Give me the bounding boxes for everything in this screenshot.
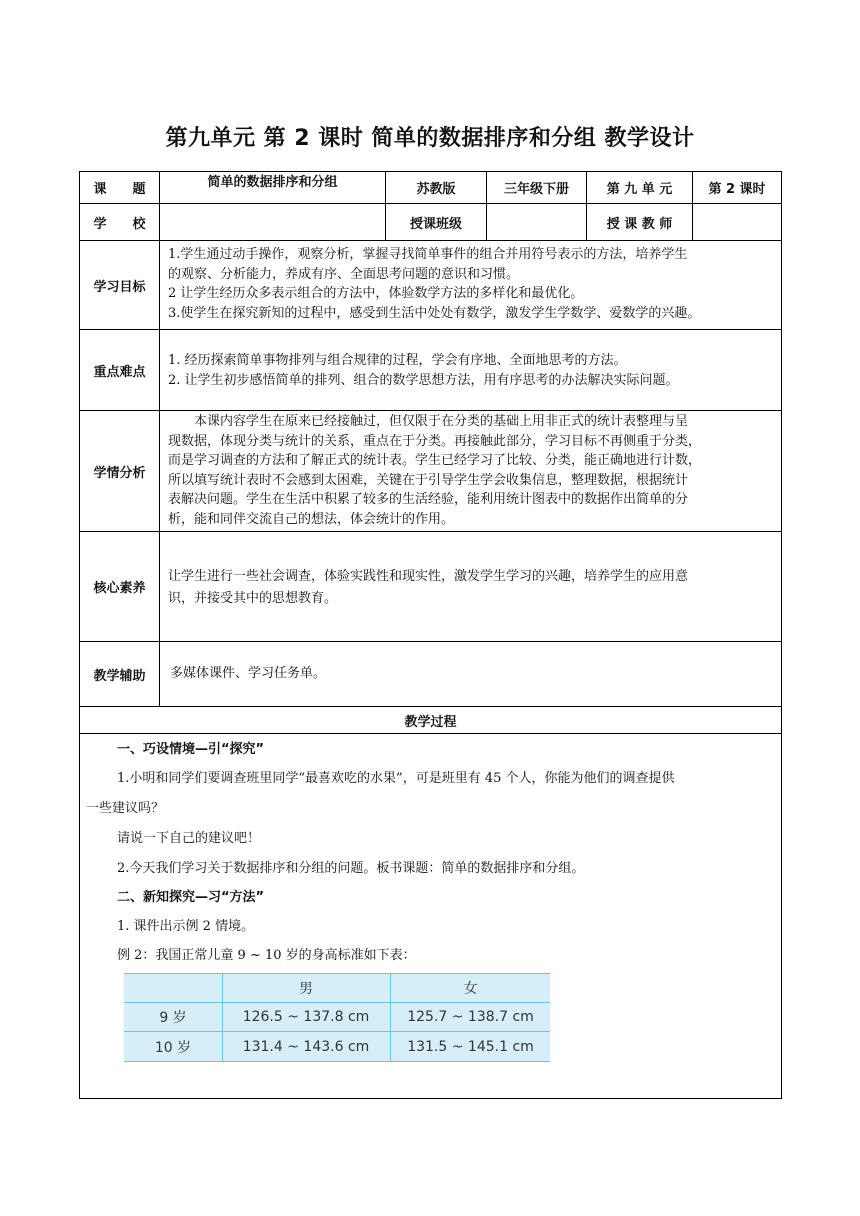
paragraph: 1. 课件出示例 2 情境。 [117, 919, 255, 934]
label-keypoints: 重点难点 [93, 364, 146, 380]
label-class: 授课班级 [409, 216, 462, 232]
paragraph: 请说一下自己的建议吧！ [117, 831, 261, 846]
keypoints-text [168, 351, 780, 391]
literacy-line: 让学生进行一些社会调查，体验实践性和现实性，激发学生学习的兴趣，培养学生的应用意 [168, 569, 689, 584]
process-header: 教学过程 [404, 714, 457, 730]
label-school: 学 校 [93, 216, 146, 232]
height-cell: 131.4 ~ 143.6 cm [242, 1038, 370, 1055]
goal-line: 的观察、分析能力，养成有序、全面思考问题的意识和习惯。 [168, 266, 520, 282]
unit-value: 第 九 单 元 [606, 182, 673, 197]
keypoint-line: 1. 经历探索简单事物排列与组合规律的过程，学会有序地、全面地思考的方法。 [168, 353, 627, 368]
label-topic: 课 题 [93, 182, 146, 197]
height-cell: 125.7 ~ 138.7 cm [407, 1009, 534, 1025]
label-analysis: 学情分析 [93, 465, 146, 481]
analysis-line: 所以填写统计表时不会感到太困难，关键在于引导学生学会收集信息，整理数据，根据统计 [168, 472, 689, 488]
analysis-line: 本课内容学生在原来已经接触过，但仅限于在分类的基础上用非正式的统计表整理与呈 [168, 414, 689, 429]
label-aids: 教学辅助 [93, 668, 146, 684]
row-divider [79, 641, 782, 642]
analysis-text [168, 412, 780, 529]
goal-line: 3.使学生在探究新知的过程中，感受到生活中处处有数学，激发学生学数学、爱数学的兴趣。 [168, 305, 701, 321]
literacy-line: 识，并接受其中的思想教育。 [168, 591, 338, 606]
height-standard-table [124, 973, 550, 1062]
table-line [124, 1061, 550, 1062]
paragraph: 例 2：我国正常儿童 9 ~ 10 岁的身高标准如下表： [117, 948, 416, 963]
column-divider [159, 171, 160, 706]
label-goals: 学习目标 [93, 279, 146, 295]
row-age: 9 岁 [159, 1010, 187, 1026]
row-divider [79, 410, 782, 411]
lesson-value: 第 2 课时 [708, 182, 766, 197]
height-cell: 126.5 ~ 137.8 cm [242, 1009, 370, 1025]
goal-line: 1.学生通过动手操作，观察分析，掌握寻找简单事件的组合并用符号表示的方法，培养学生 [168, 247, 688, 262]
header-female: 女 [463, 981, 478, 997]
literacy-text [168, 566, 780, 610]
height-cell: 131.5 ~ 145.1 cm [407, 1038, 534, 1055]
section-heading: 二、新知探究—习“方法” [117, 890, 265, 905]
row-divider [79, 240, 782, 241]
header-male: 男 [299, 981, 313, 997]
grade-value: 三年级下册 [503, 182, 569, 197]
row-age: 10 岁 [154, 1039, 192, 1056]
paragraph: 一些建议吗？ [86, 801, 165, 816]
analysis-line: 表解决问题。学生在生活中积累了较多的生活经验，能利用统计图表中的数据作出简单的分 [168, 492, 689, 507]
row-divider [79, 531, 782, 532]
section-heading: 一、巧设情境—引“探究” [117, 742, 265, 757]
topic-value: 简单的数据排序和分组 [207, 175, 338, 190]
analysis-line: 析，能和同伴交流自己的想法，体会统计的作用。 [168, 511, 455, 527]
analysis-line: 现数据，体现分类与统计的关系，重点在于分类。再接触此部分，学习目标不再侧重于分类， [168, 433, 702, 449]
goal-line: 2 让学生经历众多表示组合的方法中，体验数学方法的多样化和最优化。 [168, 286, 584, 301]
paragraph: 1.小明和同学们要调查班里同学“最喜欢吃的水果”，可是班里有 45 个人，你能为他们的调查提供 [117, 771, 675, 786]
row-divider [79, 733, 782, 734]
goals-text [168, 245, 780, 323]
label-teacher: 授 课 教 师 [606, 216, 673, 232]
aids-text: 多媒体课件、学习任务单。 [170, 666, 327, 681]
document-title: 第九单元 第 2 课时 简单的数据排序和分组 教学设计 [165, 126, 695, 151]
paragraph: 2.今天我们学习关于数据排序和分组的问题。板书课题：简单的数据排序和分组。 [117, 861, 585, 876]
keypoint-line: 2. 让学生初步感悟简单的排列、组合的数学思想方法，用有序思考的办法解决实际问题。 [168, 373, 679, 388]
label-literacy: 核心素养 [93, 581, 146, 596]
publisher-value: 苏教版 [416, 182, 456, 197]
analysis-line: 而是学习调查的方法和了解正式的统计表。学生已经学习了比较、分类，能正确地进行计数， [168, 453, 702, 468]
row-divider [79, 329, 782, 330]
